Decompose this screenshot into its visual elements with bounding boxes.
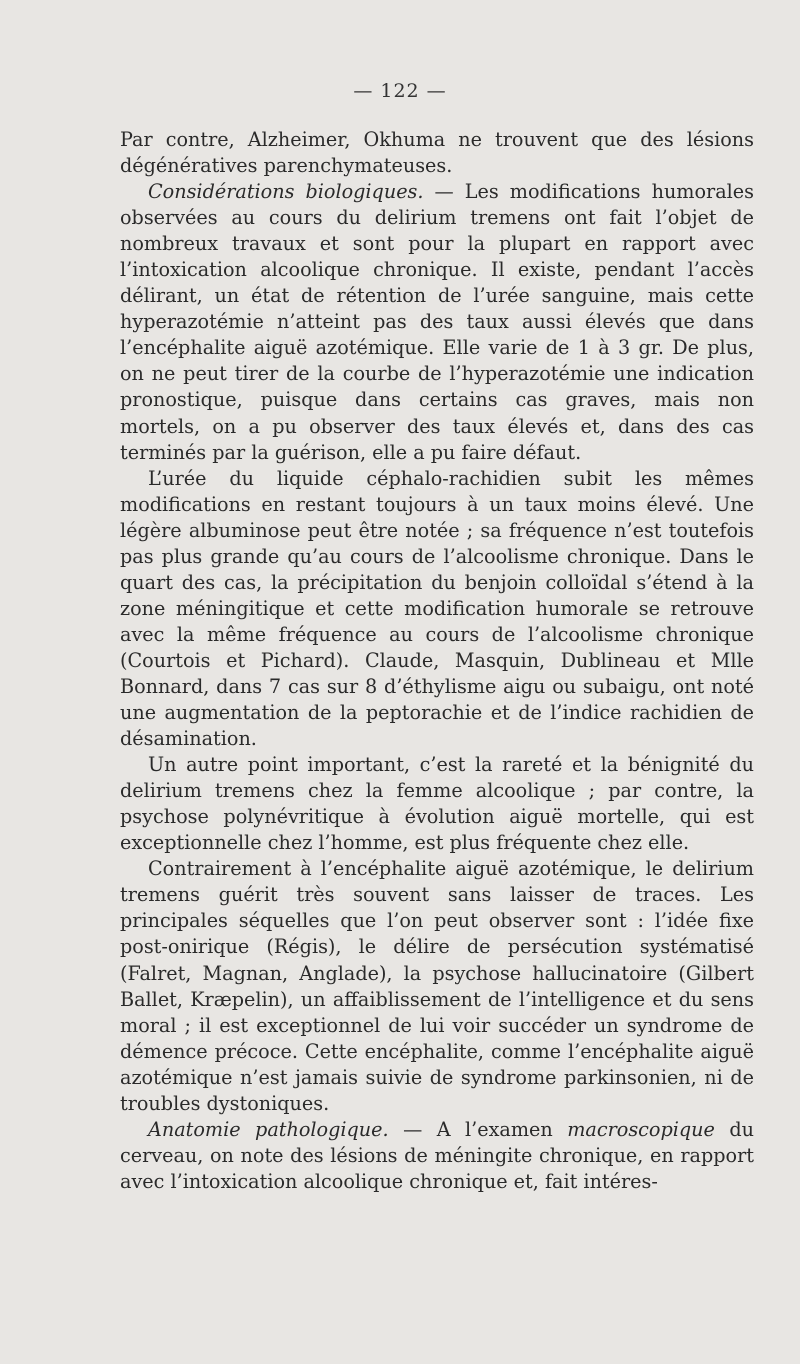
paragraph-2	[120, 179, 754, 466]
paragraph-6-text-after: du cerveau, on note des lésions de méningite chronique, en rapport avec l’intoxication alcoolique chronique et, fait intéres-	[120, 1117, 754, 1193]
section-heading-anatomy: Anatomie pathologique.	[148, 1117, 389, 1141]
paragraph-6	[120, 1117, 754, 1195]
page-number: — 122 —	[353, 80, 447, 102]
paragraph-6-text-before: — A l’examen	[388, 1117, 568, 1141]
paragraph-2-text: — Les modifications humorales observées au cours du delirium tremens ont fait l’objet de nombreux travaux et sont pour la plupart en rapport avec l’intoxication alcoolique chronique. Il existe, pendant l’accès délirant, un état de rétention de l’urée sanguine, mais cette hyperazotémie n’atteint pas des taux aussi élevés que dans l’encéphalite aiguë azotémique. Elle varie de 1 à 3 gr. De plus, on ne peut tirer de la courbe de l’hyperazotémie une indication pronostique, puisque dans certains cas graves, mais non mortels, on a pu observer des taux élevés et, dans des cas terminés par la guérison, elle a pu faire défaut.	[120, 180, 754, 464]
paragraph-6-emphasis: macroscopique	[567, 1117, 715, 1141]
paragraph-3: L’urée du liquide céphalo-rachidien subit les mêmes modifications en restant toujours à un taux moins élevé. Une légère albuminose peut être notée ; sa fréquence n’est toutefois pas plus grande qu’au cours de l’alcoolisme chronique. Dans le quart des cas, la précipitation du benjoin colloïdal s’étend à la zone méningitique et cette modification humorale se retrouve avec la même fréquence au cours de l’alcoolisme chronique (Courtois et Pichard). Claude, Masquin, Dublineau et Mlle Bonnard, dans 7 cas sur 8 d’éthylisme aigu ou subaigu, ont noté une augmentation de la peptorachie et de l’indice rachidien de désamination.	[120, 466, 754, 751]
section-heading-biological: Considérations biologiques.	[148, 180, 424, 204]
body-text	[120, 127, 754, 1195]
paragraph-1: Par contre, Alzheimer, Okhuma ne trouvent que des lésions dégénératives parenchymateuses.	[120, 128, 754, 178]
paragraph-5: Contrairement à l’encéphalite aiguë azotémique, le delirium tremens guérit très souvent sans laisser de traces. Les principales séquelles que l’on peut observer sont : l’idée fixe post-onirique (Régis), le délire de persécution systématisé (Falret, Magnan, Anglade), la psychose hallucinatoire (Gilbert Ballet, Kræpelin), un affaiblissement de l’intelligence et du sens moral ; il est exceptionnel de lui voir succéder un syndrome de démence précoce. Cette encéphalite, comme l’encéphalite aiguë azotémique n’est jamais suivie de syndrome parkinsonien, ni de troubles dystoniques.	[120, 857, 754, 1115]
paragraph-4: Un autre point important, c’est la rareté et la bénignité du delirium tremens chez la femme alcoolique ; par contre, la psychose polynévritique à évolution aiguë mortelle, qui est exceptionnelle chez l’homme, est plus fréquente chez elle.	[120, 753, 754, 855]
